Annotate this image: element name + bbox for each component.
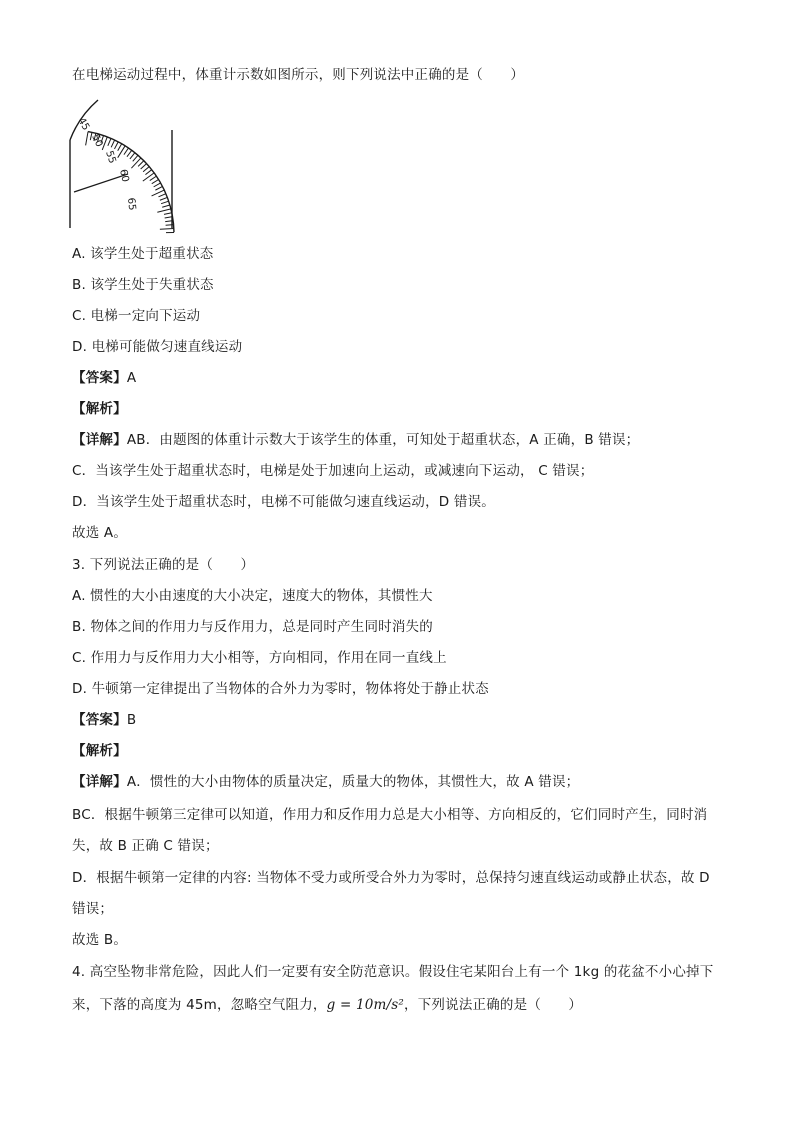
scale-tick <box>118 146 125 158</box>
q4-stem-line-2 <box>72 996 582 1014</box>
scale-tick <box>111 140 114 147</box>
scale-tick <box>118 144 122 151</box>
q3-detail-2b: 失，故 B 正确 C 错误； <box>72 838 219 854</box>
q2-conclusion: 故选 A。 <box>72 525 128 541</box>
scale-tick <box>150 176 157 180</box>
gauge-label-45: 45 <box>75 116 92 133</box>
scale-tick <box>161 201 169 204</box>
scale-tick <box>145 170 151 175</box>
scale-tick <box>141 164 147 169</box>
answer-tag: 【答案】 <box>72 712 127 728</box>
q3-option-b: B. 物体之间的作用力与反作用力，总是同时产生同时消失的 <box>72 619 433 635</box>
q2-stem: 在电梯运动过程中，体重计示数如图所示，则下列说法中正确的是（ ） <box>72 67 525 83</box>
detail-tag: 【详解】 <box>72 432 127 448</box>
scale-tick <box>131 158 141 168</box>
scale-tick <box>152 180 159 184</box>
scale-tick <box>160 229 174 230</box>
gauge-label-50: 50 <box>89 132 105 149</box>
q2-detail-3: D．当该学生处于超重状态时，电梯不可能做匀速直线运动，D 错误。 <box>72 494 495 510</box>
scale-tick <box>143 167 149 172</box>
q2-option-a: A. 该学生处于超重状态 <box>72 246 214 262</box>
answer-value: A <box>126 370 137 386</box>
scale-tick <box>133 155 138 161</box>
scale-tick <box>162 205 170 207</box>
scale-tick <box>130 153 135 159</box>
scale-tick <box>124 148 128 155</box>
q3-stem: 3. 下列说法正确的是（ ） <box>72 557 255 573</box>
q2-option-c: C. 电梯一定向下运动 <box>72 308 201 324</box>
q4-stem-text-a: 来，下落的高度为 45m，忽略空气阻力， <box>72 997 327 1013</box>
q4-stem-text-b: ，下列说法正确的是（ ） <box>404 997 583 1013</box>
answer-value: B <box>126 712 137 728</box>
q3-option-c: C. 作用力与反作用力大小相等，方向相同，作用在同一直线上 <box>72 650 447 666</box>
scale-tick <box>154 183 161 187</box>
scale-reading-figure <box>66 94 178 234</box>
q2-answer <box>72 369 136 387</box>
answer-tag: 【答案】 <box>72 370 127 386</box>
gauge-label-65: 65 <box>125 197 138 211</box>
scale-tick <box>164 213 172 215</box>
detail-text: AB．由题图的体重计示数大于该学生的体重，可知处于超重状态，A 正确，B 错误； <box>126 432 640 448</box>
q3-detail-3b: 错误； <box>72 901 114 917</box>
detail-tag: 【详解】 <box>72 774 127 790</box>
q2-detail-1 <box>72 431 639 449</box>
q3-detail-3a: D．根据牛顿第一定律的内容: 当物体不受力或所受合外力为零时，总保持匀速直线运动或静止状态，故 D <box>72 870 710 886</box>
q3-detail-1 <box>72 773 579 791</box>
scale-tick <box>86 132 88 146</box>
scale-tick <box>138 161 144 167</box>
scale-tick <box>108 138 111 145</box>
outer-arc <box>88 132 174 233</box>
gauge-label-55: 55 <box>103 149 118 166</box>
q3-option-d: D. 牛顿第一定律提出了当物体的合外力为零时，物体将处于静止状态 <box>72 681 489 697</box>
gauge-label-60: 60 <box>117 168 131 184</box>
analysis-tag: 【解析】 <box>72 401 127 417</box>
q3-detail-2a: BC．根据牛顿第三定律可以知道，作用力和反作用力总是大小相等、方向相反的，它们同时产生，同时消 <box>72 807 708 823</box>
scale-tick <box>114 142 118 149</box>
gravity-formula: g = 10m/s² <box>326 997 405 1013</box>
q2-analysis-tag <box>72 400 127 418</box>
q2-detail-2: C．当该学生处于超重状态时，电梯是处于加速向上运动，或减速向下运动， C 错误； <box>72 463 594 479</box>
q2-option-b: B. 该学生处于失重状态 <box>72 277 214 293</box>
q3-conclusion: 故选 B。 <box>72 932 128 948</box>
scale-tick <box>143 173 154 181</box>
detail-text: A．惯性的大小由物体的质量决定，质量大的物体，其惯性大，故 A 错误； <box>126 774 580 790</box>
scale-tick <box>157 209 171 212</box>
q4-stem-line-1: 4. 高空坠物非常危险，因此人们一定要有安全防范意识。假设住宅某阳台上有一个 1kg 的花盆不小心掉下 <box>72 964 714 980</box>
q3-analysis-tag <box>72 742 127 760</box>
scale-tick <box>155 186 162 190</box>
scale-tick <box>158 194 165 197</box>
analysis-tag: 【解析】 <box>72 743 127 759</box>
q2-option-d: D. 电梯可能做匀速直线运动 <box>72 339 243 355</box>
scale-tick <box>127 150 132 156</box>
q3-answer <box>72 711 136 729</box>
scale-tick <box>160 197 167 200</box>
q3-option-a: A. 惯性的大小由速度的大小决定，速度大的物体，其惯性大 <box>72 588 433 604</box>
